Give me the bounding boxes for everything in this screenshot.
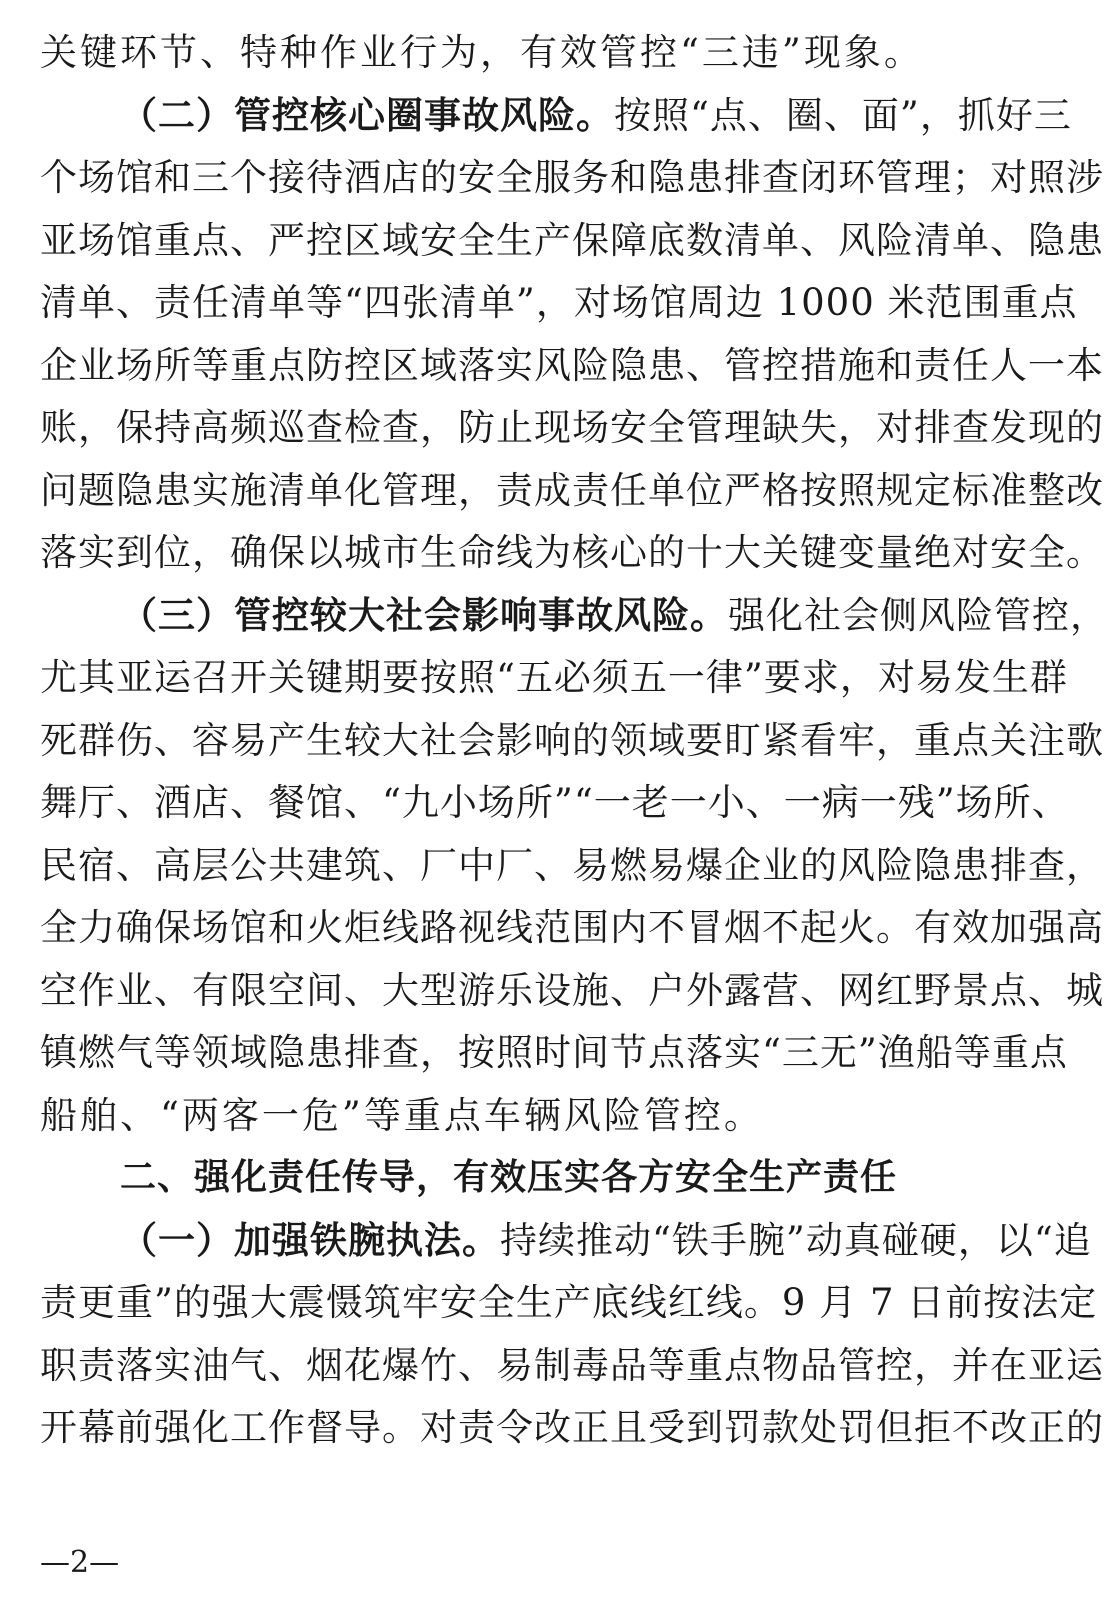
line-text: 全力确保场馆和火炬线路视线范围内不冒烟不起火。有效加强高 bbox=[40, 906, 1104, 949]
line-text: 开幕前强化工作督导。对责令改正且受到罚款处罚但拒不改正的 bbox=[40, 1406, 1104, 1449]
line-text: 民宿、高层公共建筑、厂中厂、易燃易爆企业的风险隐患排查， bbox=[40, 843, 1104, 887]
line-text: 关键环节、特种作业行为，有效管控“三违”现象。 bbox=[40, 31, 924, 74]
line-text: 清单、责任清单等“四张清单”，对场馆周边 1000 米范围重点 bbox=[40, 281, 1078, 324]
line-text: 账，保持高频巡查检查，防止现场安全管理缺失，对排查发现的 bbox=[40, 406, 1104, 449]
text-line-2 bbox=[40, 85, 1072, 148]
text-line-6 bbox=[40, 335, 1104, 398]
subsection-title: （二）管控核心圈事故风险。 bbox=[120, 93, 614, 137]
text-line-11 bbox=[40, 647, 1068, 710]
text-line-10 bbox=[40, 585, 1108, 648]
text-line-9 bbox=[40, 522, 1104, 585]
text-line-20 bbox=[40, 1210, 1092, 1273]
line-text: 亚场馆重点、严控区域安全生产保障底数清单、风险清单、隐患 bbox=[40, 218, 1104, 262]
line-text: 职责落实油气、烟花爆竹、易制毒品等重点物品管控，并在亚运 bbox=[40, 1343, 1104, 1387]
section-heading bbox=[40, 1147, 1040, 1210]
line-text: 按照“点、圈、面”，抓好三 bbox=[614, 93, 1072, 137]
text-line-16 bbox=[40, 960, 1104, 1023]
subsection-title: （三）管控较大社会影响事故风险。 bbox=[120, 593, 728, 637]
document-body bbox=[40, 22, 1108, 1460]
text-line-5 bbox=[40, 272, 1078, 335]
line-text: 船舶、“两客一危”等重点车辆风险管控。 bbox=[40, 1093, 764, 1137]
line-text: 落实到位，确保以城市生命线为核心的十大关键变量绝对安全。 bbox=[40, 531, 1104, 574]
text-line-22 bbox=[40, 1335, 1104, 1398]
text-line-18 bbox=[40, 1085, 1040, 1148]
text-line-13 bbox=[40, 772, 1070, 835]
line-text: 问题隐患实施清单化管理，责成责任单位严格按照规定标准整改 bbox=[40, 468, 1104, 512]
line-text: 持续推动“铁手腕”动真碰硬，以“追 bbox=[500, 1218, 1092, 1262]
line-text: 舞厅、酒店、餐馆、“九小场所”“一老一小、一病一残”场所、 bbox=[40, 781, 1070, 824]
page-number: —2— bbox=[40, 1545, 120, 1580]
section-heading-text: 二、强化责任传导，有效压实各方安全生产责任 bbox=[120, 1157, 898, 1198]
text-line-3 bbox=[40, 147, 1104, 210]
text-line-8 bbox=[40, 460, 1104, 523]
text-line-1 bbox=[40, 22, 1040, 85]
text-line-14 bbox=[40, 835, 1104, 898]
text-line-15 bbox=[40, 897, 1104, 960]
text-line-12 bbox=[40, 710, 1104, 773]
line-text: 死群伤、容易产生较大社会影响的领域要盯紧看牢，重点关注歌 bbox=[40, 718, 1104, 762]
text-line-21 bbox=[40, 1272, 1098, 1335]
line-text: 镇燃气等领域隐患排查，按照时间节点落实“三无”渔船等重点 bbox=[40, 1031, 1068, 1074]
line-text: 个场馆和三个接待酒店的安全服务和隐患排查闭环管理；对照涉 bbox=[40, 156, 1104, 199]
line-text: 强化社会侧风险管控， bbox=[728, 593, 1108, 637]
line-text: 责更重”的强大震慑筑牢安全生产底线红线。9 月 7 日前按法定 bbox=[40, 1281, 1098, 1324]
line-text: 企业场所等重点防控区域落实风险隐患、管控措施和责任人一本 bbox=[40, 343, 1104, 387]
text-line-17 bbox=[40, 1022, 1068, 1085]
line-text: 空作业、有限空间、大型游乐设施、户外露营、网红野景点、城 bbox=[40, 968, 1104, 1012]
text-line-4 bbox=[40, 210, 1104, 273]
line-text: 尤其亚运召开关键期要按照“五必须五一律”要求，对易发生群 bbox=[40, 656, 1068, 699]
subsection-title: （一）加强铁腕执法。 bbox=[120, 1218, 500, 1262]
text-line-7 bbox=[40, 397, 1104, 460]
text-line-23 bbox=[40, 1397, 1104, 1460]
